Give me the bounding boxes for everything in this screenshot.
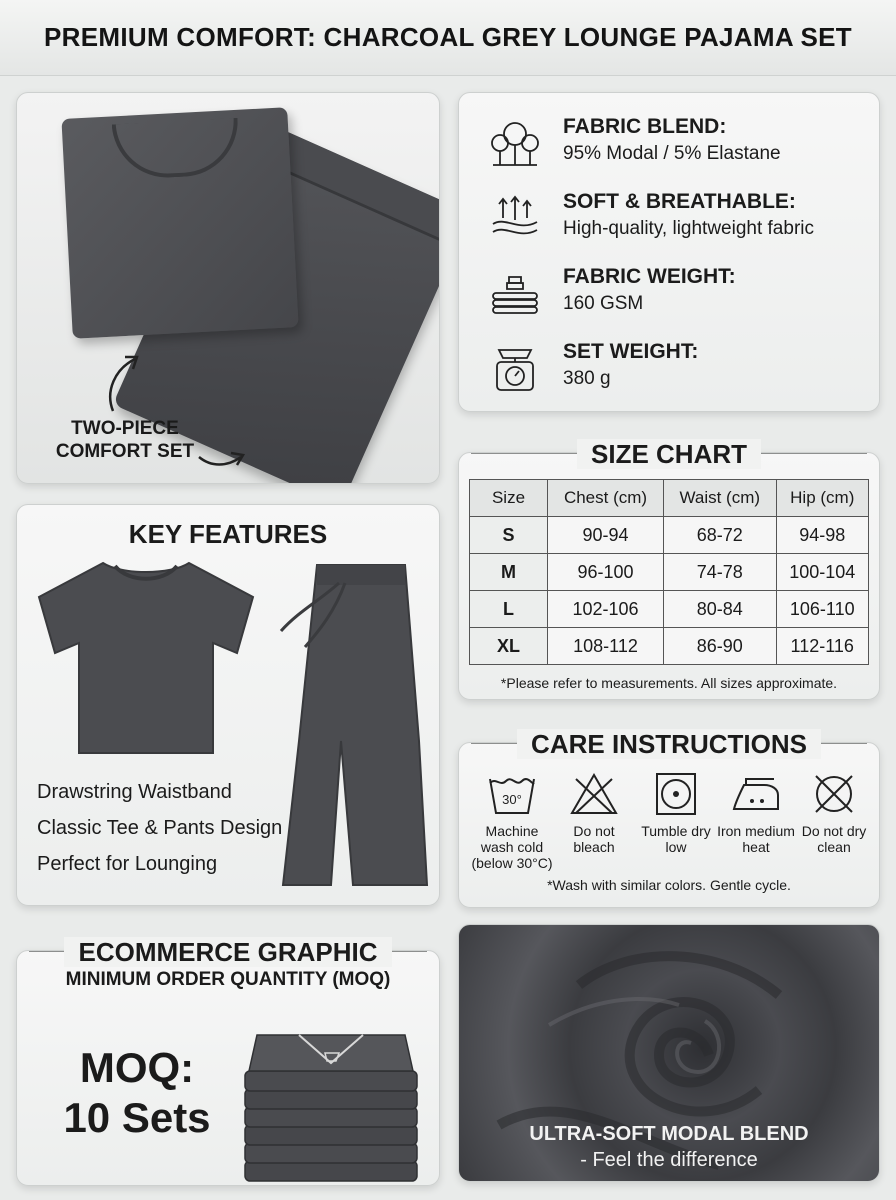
tee-shirt-image (31, 557, 261, 757)
set-label (35, 417, 215, 463)
hip-cell: 94-98 (776, 517, 869, 554)
lounge-pants-image (279, 561, 429, 889)
chest-cell: 102-106 (548, 591, 664, 628)
chest-cell: 90-94 (548, 517, 664, 554)
moq-panel (16, 937, 440, 1186)
table-row (470, 628, 869, 665)
key-features-title: KEY FEATURES (128, 519, 328, 549)
set-label-line1: TWO-PIECE (71, 418, 179, 439)
spec-soft-breathable (489, 190, 869, 250)
set-label-line2: COMFORT SET (55, 441, 195, 462)
care-item-wash (471, 771, 553, 871)
size-chart-table (469, 479, 869, 665)
spec-value: 380 g (563, 368, 611, 389)
waist-cell: 80-84 (664, 591, 777, 628)
table-row (470, 517, 869, 554)
care-instructions-panel (458, 729, 880, 908)
care-item-bleach (553, 771, 635, 855)
hip-col-header: Hip (cm) (776, 480, 869, 517)
moq-label: MOQ: (79, 1044, 195, 1091)
spec-fabric-blend (489, 115, 869, 175)
iron-icon (730, 771, 782, 817)
waist-cell: 68-72 (664, 517, 777, 554)
wash-temp-label: 30° (502, 792, 522, 807)
no-dry-clean-icon (808, 771, 860, 817)
folded-pajama-stack-image (239, 1027, 423, 1185)
spec-value: High-quality, lightweight fabric (563, 218, 814, 239)
size-cell: S (470, 517, 548, 554)
two-piece-set-panel (16, 92, 440, 484)
size-cell: M (470, 554, 548, 591)
fabric-closeup-panel (458, 924, 880, 1182)
fabric-weight-icon (489, 269, 541, 319)
hip-cell: 112-116 (776, 628, 869, 665)
moq-title: ECOMMERCE GRAPHIC (17, 937, 439, 968)
care-item-tumble (635, 771, 717, 855)
feature-item: Classic Tee & Pants Design (37, 817, 283, 839)
care-label: Do not bleach (573, 823, 615, 855)
fabric-caption: ULTRA-SOFT MODAL BLEND (529, 1123, 809, 1145)
arrow-up-icon (101, 351, 147, 415)
moq-quantity: 10 Sets (63, 1094, 211, 1141)
kitchen-scale-icon (489, 344, 541, 394)
feature-item: Drawstring Waistband (37, 781, 232, 803)
size-cell: XL (470, 628, 548, 665)
spec-value: 160 GSM (563, 293, 644, 314)
care-note: *Wash with similar colors. Gentle cycle. (547, 877, 791, 893)
moq-subtitle: MINIMUM ORDER QUANTITY (MOQ) (65, 969, 391, 990)
spec-heading: SOFT & BREATHABLE: (563, 190, 796, 213)
care-label: Iron medium heat (717, 823, 795, 855)
size-chart-header-row (470, 480, 869, 517)
table-row (470, 591, 869, 628)
spec-set-weight (489, 340, 869, 400)
spec-heading: SET WEIGHT: (563, 340, 699, 363)
waist-col-header: Waist (cm) (664, 480, 777, 517)
fabric-specs-panel (458, 92, 880, 412)
care-title: CARE INSTRUCTIONS (459, 729, 879, 760)
fabric-subcaption: - Feel the difference (580, 1149, 758, 1171)
care-label: Machine wash cold (below 30°C) (471, 823, 553, 871)
wash-tub-icon (486, 771, 538, 817)
hip-cell: 106-110 (776, 591, 869, 628)
key-features-panel (16, 504, 440, 906)
folded-tee-image (61, 107, 298, 339)
hip-cell: 100-104 (776, 554, 869, 591)
moq-value (57, 1043, 217, 1143)
size-chart-title: SIZE CHART (459, 439, 879, 470)
size-cell: L (470, 591, 548, 628)
chest-cell: 108-112 (548, 628, 664, 665)
tumble-dry-icon (650, 771, 702, 817)
waist-cell: 86-90 (664, 628, 777, 665)
breathable-fabric-icon (489, 194, 541, 244)
care-item-dry-clean (793, 771, 875, 855)
chest-col-header: Chest (cm) (548, 480, 664, 517)
spec-fabric-weight (489, 265, 869, 325)
size-col-header: Size (470, 480, 548, 517)
size-chart-note: *Please refer to measurements. All sizes approximate. (500, 675, 838, 691)
feature-item: Perfect for Lounging (37, 853, 218, 875)
spec-heading: FABRIC BLEND: (563, 115, 727, 138)
spec-value: 95% Modal / 5% Elastane (563, 143, 781, 164)
chest-cell: 96-100 (548, 554, 664, 591)
spec-heading: FABRIC WEIGHT: (563, 265, 736, 288)
table-row (470, 554, 869, 591)
care-label: Tumble dry low (641, 823, 711, 855)
care-label: Do not dry clean (801, 823, 867, 855)
page-title: PREMIUM COMFORT: CHARCOAL GREY LOUNGE PAJAMA SET (44, 22, 852, 52)
waist-cell: 74-78 (664, 554, 777, 591)
header-bar (0, 0, 896, 76)
trees-icon (489, 119, 541, 169)
size-chart-panel (458, 439, 880, 700)
no-bleach-icon (568, 771, 620, 817)
care-item-iron (715, 771, 797, 855)
